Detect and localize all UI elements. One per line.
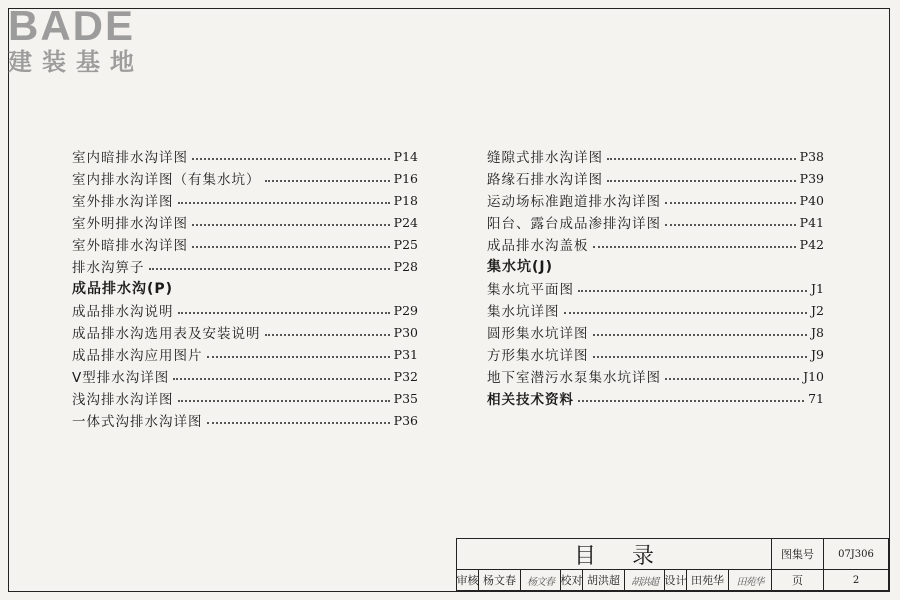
toc-entry	[72, 167, 418, 189]
toc-entry	[487, 233, 824, 255]
atlas-number-value: 07J306	[824, 539, 888, 570]
toc-entry-page: 71	[808, 390, 824, 406]
toc-entry-title: 路缘石排水沟详图	[487, 172, 603, 188]
toc-entry-title: 成品排水沟说明	[72, 304, 174, 320]
toc-left-column	[72, 145, 418, 431]
toc-leader-dots	[665, 224, 796, 226]
toc-entry	[72, 365, 418, 387]
watermark-logo	[8, 4, 144, 76]
design-signature: 田苑华	[729, 570, 772, 590]
toc-leader-dots	[178, 312, 390, 314]
toc-leader-dots	[578, 290, 807, 292]
toc-entry-page: P25	[393, 236, 418, 252]
toc-entry-page: P16	[393, 170, 418, 186]
toc-entry	[487, 343, 824, 365]
toc-entry-page: P41	[799, 214, 824, 230]
toc-entry-title: 阳台、露台成品渗排沟详图	[487, 216, 661, 232]
atlas-number-label: 图集号	[772, 539, 824, 570]
toc-entry-page: J10	[803, 368, 824, 384]
toc-entry	[487, 277, 824, 299]
toc-entry-page: P29	[393, 302, 418, 318]
toc-leader-dots	[173, 378, 389, 380]
toc-entry	[487, 211, 824, 233]
toc-entry-page: P42	[799, 236, 824, 252]
toc-entry	[72, 387, 418, 409]
toc-leader-dots	[593, 356, 808, 358]
toc-entry-page: P38	[799, 148, 824, 164]
toc-leader-dots	[265, 334, 390, 336]
toc-entry	[487, 299, 824, 321]
toc-leader-dots	[178, 400, 390, 402]
toc-leader-dots	[192, 246, 390, 248]
toc-entry-page: P18	[393, 192, 418, 208]
toc-leader-dots	[665, 378, 799, 380]
toc-entry	[72, 145, 418, 167]
toc-entry-page: P28	[393, 258, 418, 274]
toc-entry	[72, 255, 418, 277]
toc-entry-page: P24	[393, 214, 418, 230]
toc-leader-dots	[178, 202, 390, 204]
toc-entry-title: 室外排水沟详图	[72, 194, 174, 210]
toc-entry-title: V型排水沟详图	[72, 370, 170, 386]
toc-entry-page: P31	[393, 346, 418, 362]
watermark-subtitle: 建装基地	[8, 48, 144, 76]
toc-entry	[72, 189, 418, 211]
toc-leader-dots	[593, 246, 796, 248]
toc-entry-page: P39	[799, 170, 824, 186]
toc-entry-page: J1	[811, 280, 824, 296]
toc-entry-title: 室内暗排水沟详图	[72, 150, 188, 166]
toc-entry	[487, 189, 824, 211]
toc-entry-title: 成品排水沟盖板	[487, 238, 589, 254]
toc-entry-page: P14	[393, 148, 418, 164]
toc-entry	[72, 299, 418, 321]
toc-leader-dots	[207, 422, 390, 424]
design-label: 设计	[665, 570, 687, 590]
toc-entry	[487, 167, 824, 189]
page-label: 页	[772, 570, 824, 590]
title-block-title: 目录	[457, 539, 772, 570]
toc-entry-title: 室外暗排水沟详图	[72, 238, 188, 254]
toc-entry-page: J2	[811, 302, 824, 318]
toc-entry-title: 地下室潜污水泵集水坑详图	[487, 370, 661, 386]
check-label: 校对	[561, 570, 583, 590]
toc-leader-dots	[665, 202, 796, 204]
toc-leader-dots	[207, 356, 390, 358]
toc-entry-page: P40	[799, 192, 824, 208]
toc-entry	[72, 233, 418, 255]
page-number: 2	[852, 574, 860, 586]
review-name: 杨文春	[479, 570, 521, 590]
toc-leader-dots	[607, 180, 796, 182]
toc-entry-page: P35	[393, 390, 418, 406]
toc-entry-page: P30	[393, 324, 418, 340]
toc-entry-page: P32	[393, 368, 418, 384]
toc-entry	[72, 343, 418, 365]
toc-entry-title: 室内排水沟详图（有集水坑）	[72, 172, 261, 188]
toc-entry-title: 集水坑平面图	[487, 282, 574, 298]
review-signature: 杨文春	[521, 570, 561, 590]
toc-leader-dots	[265, 180, 390, 182]
toc-right-column	[487, 145, 824, 409]
toc-section-heading	[487, 255, 824, 277]
toc-entry-title: 成品排水沟应用图片	[72, 348, 203, 364]
check-name: 胡洪超	[583, 570, 625, 590]
toc-entry-title: 室外明排水沟详图	[72, 216, 188, 232]
toc-entry-title: 浅沟排水沟详图	[72, 392, 174, 408]
toc-entry	[487, 387, 824, 409]
check-signature: 胡洪超	[625, 570, 665, 590]
toc-entry-title: 运动场标准跑道排水沟详图	[487, 194, 661, 210]
watermark-logo-text: BADE	[8, 2, 136, 49]
toc-entry-title: 排水沟箅子	[72, 260, 145, 276]
toc-entry-page: J9	[811, 346, 824, 362]
review-label: 审核	[457, 570, 479, 590]
toc-entry	[487, 321, 824, 343]
toc-leader-dots	[564, 312, 808, 314]
toc-leader-dots	[593, 334, 808, 336]
toc-entry-title: 成品排水沟(P)	[72, 281, 174, 297]
toc-leader-dots	[578, 400, 804, 402]
toc-entry-title: 圆形集水坑详图	[487, 326, 589, 342]
toc-entry	[487, 365, 824, 387]
toc-entry	[72, 321, 418, 343]
toc-leader-dots	[607, 158, 796, 160]
toc-entry-title: 相关技术资料	[487, 392, 574, 408]
toc-entry-page: P36	[393, 412, 418, 428]
toc-leader-dots	[192, 158, 390, 160]
toc-entry-title: 集水坑(J)	[487, 259, 554, 275]
title-block	[456, 538, 889, 591]
toc-entry	[487, 145, 824, 167]
toc-entry-title: 方形集水坑详图	[487, 348, 589, 364]
toc-leader-dots	[149, 268, 390, 270]
toc-entry-title: 一体式沟排水沟详图	[72, 414, 203, 430]
toc-entry-title: 缝隙式排水沟详图	[487, 150, 603, 166]
toc-entry-page: J8	[811, 324, 824, 340]
toc-entry-title: 成品排水沟选用表及安装说明	[72, 326, 261, 342]
toc-entry	[72, 409, 418, 431]
design-name: 田苑华	[687, 570, 729, 590]
toc-section-heading	[72, 277, 418, 299]
toc-leader-dots	[192, 224, 390, 226]
toc-entry-title: 集水坑详图	[487, 304, 560, 320]
toc-entry	[72, 211, 418, 233]
